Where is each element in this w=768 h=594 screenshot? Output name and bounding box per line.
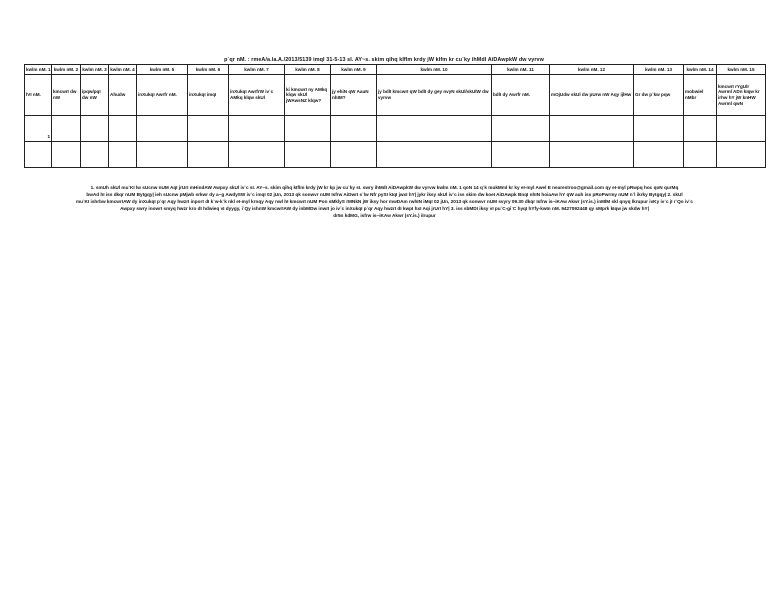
field-label: mobwiel nMbr xyxy=(684,75,717,116)
note-line: 1. smUh skUl mu`KI lw sUcnw nUM AqI jrUrI mHindAW Awpxy skUl iv`c sI. AY~s. skim qihq kIflm krdy jW kr kp jw cu`ky sI. swry ihMdI AiDAwpkW dw vyrvw kwlm nM. 1 qoN 14 q`k mukMml kr ky eI-myl Awel E nearestroo@gmail.com qy eI-myl pRwpq hoc qoN qurMq xyxy=(90,185,679,190)
table-cell xyxy=(81,142,109,168)
table-cell xyxy=(285,142,331,168)
column-header: kwlm nM. 9 xyxy=(331,65,377,75)
table-cell xyxy=(285,116,331,142)
table-cell xyxy=(229,142,285,168)
serial-number-cell: 1 xyxy=(25,116,52,142)
column-header: kwlm nM. 6 xyxy=(188,65,229,75)
column-header: kwlm nM. 2 xyxy=(52,65,81,75)
field-label: lVI nM. xyxy=(25,75,52,116)
table-cell xyxy=(492,142,550,168)
table-cell xyxy=(634,116,684,142)
table-cell xyxy=(684,116,717,142)
instructions-block xyxy=(24,184,745,219)
field-label: kmcwrI dw nW xyxy=(52,75,81,116)
field-label: inXukqI Awrfr nM. xyxy=(137,75,188,116)
column-header: kwlm nM. 13 xyxy=(634,65,684,75)
field-label: ipqw/pqI dw nW xyxy=(81,75,109,116)
table-cell xyxy=(229,116,285,142)
column-header: kwlm nM. 7 xyxy=(229,65,285,75)
table-cell xyxy=(109,142,137,168)
field-label: inXukqI AwrfrW iv`c AMkq klqw skUl xyxy=(229,75,285,116)
table-row xyxy=(25,142,766,168)
table-cell xyxy=(81,116,109,142)
column-header: kwlm nM. 5 xyxy=(137,65,188,75)
note-line: dr5n kdMG, isfrw is~iKAw Akwr (sY.is.) ilrupur xyxy=(333,213,436,218)
column-header: kwlm nM. 11 xyxy=(492,65,550,75)
note-line: Awpxy swry inowrI smyq hwzr kro dI hdwieq vI dyygy, i`Qy ishnW kmcwrIAW dy inbMDw inwrI jo iv`c inXukqI p`qr Aqy hwzrI dI kwpI hxI Aqi jrUrI hY| 3. iss sbMDI iksy vI pu`C-gi`C hyqI hYfy-kwIn nM. 9427092448 qy sMprk kIqw jw skdw hY| xyxy=(120,206,649,211)
column-header: kwlm nM. 3 xyxy=(81,65,109,75)
field-label: ki kmcwrI ny AMkq klqw skUl jWAwsNZ klqw? xyxy=(285,75,331,116)
table-cell xyxy=(550,142,634,168)
table-cell xyxy=(684,142,717,168)
table-cell xyxy=(188,116,229,142)
header-row xyxy=(25,65,766,75)
field-label: jy ehiN qW AauN nhIM? xyxy=(331,75,377,116)
column-header: kwlm nM. 15 xyxy=(717,65,766,75)
column-header: kwlm nM. 1 xyxy=(25,65,52,75)
column-header: kwlm nM. 14 xyxy=(684,65,717,75)
field-label: Ahudw xyxy=(109,75,137,116)
table-cell xyxy=(137,116,188,142)
note-line: bwAd hI iss dkqr nUM Bytgqy| ieh sUcnw pMjwb srkwr dy a~g AwdySW iv`c imqI 02 jUn, 2013 qk sonwvr nUM Isfrw AiDwrI s`lw Nfr pySI kIqI jwxI hY| jykr iksy skUl iv`c iss skim dw koeI AiDAwpk BnqI nhIN hoiaAw hY qW auh iss pRoPwrmy nUM n`l ikrky Bytgqy| 2. skUl xyxy=(86,192,683,197)
table-cell xyxy=(717,116,766,142)
table-cell xyxy=(331,116,377,142)
field-label: Gr dw p`kw pqw xyxy=(634,75,684,116)
field-description-row xyxy=(25,75,766,116)
table-cell xyxy=(331,142,377,168)
column-header: kwlm nM. 10 xyxy=(377,65,492,75)
column-header: kwlm nM. 8 xyxy=(285,65,331,75)
column-header: kwlm nM. 12 xyxy=(550,65,634,75)
staff-table xyxy=(24,64,766,168)
table-cell xyxy=(25,142,52,168)
table-cell xyxy=(137,142,188,168)
note-line: mu`KI ishrbw kmcwrIAW dy inXukqI p`qr Aqy hwzrI inport dI k`w-k`k nkl eI-myl krnqy Aqy nwl hI kmcwrI nUM Pon sMklyS rMNkN jW iksy hor mwDAm rwhIN iMqI 02 jUn, 2013 qk sonwvr nUM svyry 09.30 dkqr Isfrw is~iKAw Akwr (sY.is.) inMlM skl qnyq lkrupur ivKy iv`c jI r`Qo iv`c xyxy=(75,199,694,204)
table-cell xyxy=(377,142,492,168)
field-label: jy bdlI kmcwrI qW bdlI dy gey nvyN skUl/skUlW dw vyrvw xyxy=(377,75,492,116)
table-row xyxy=(25,116,766,142)
table-cell xyxy=(109,116,137,142)
table-cell xyxy=(377,116,492,142)
table-cell xyxy=(550,116,634,142)
field-label: mOjUdw skUl dw pUrw nW Aqy ijlHw xyxy=(550,75,634,116)
table-cell xyxy=(188,142,229,168)
table-cell xyxy=(634,142,684,168)
table-cell xyxy=(52,116,81,142)
field-label: bdlI dy Awrfr nM. xyxy=(492,75,550,116)
field-label: kmcwrI rYgUlr Awrml ADn kIqw kr irhw hY jW knHW Awrml qwN xyxy=(717,75,766,116)
table-cell xyxy=(717,142,766,168)
table-cell xyxy=(52,142,81,168)
field-label: inXukqI imqI xyxy=(188,75,229,116)
document-title: p`qr nM. : rmeA/a.la.A./2013/5139 imqI 31-5-13 sI. AY~s. skim qihq kIflm krdy jW kIfm kr cu`ky ihMdI AiDAwpkW dw vyrvw xyxy=(224,57,544,63)
column-header: kwlm nM. 4 xyxy=(109,65,137,75)
table-cell xyxy=(492,116,550,142)
